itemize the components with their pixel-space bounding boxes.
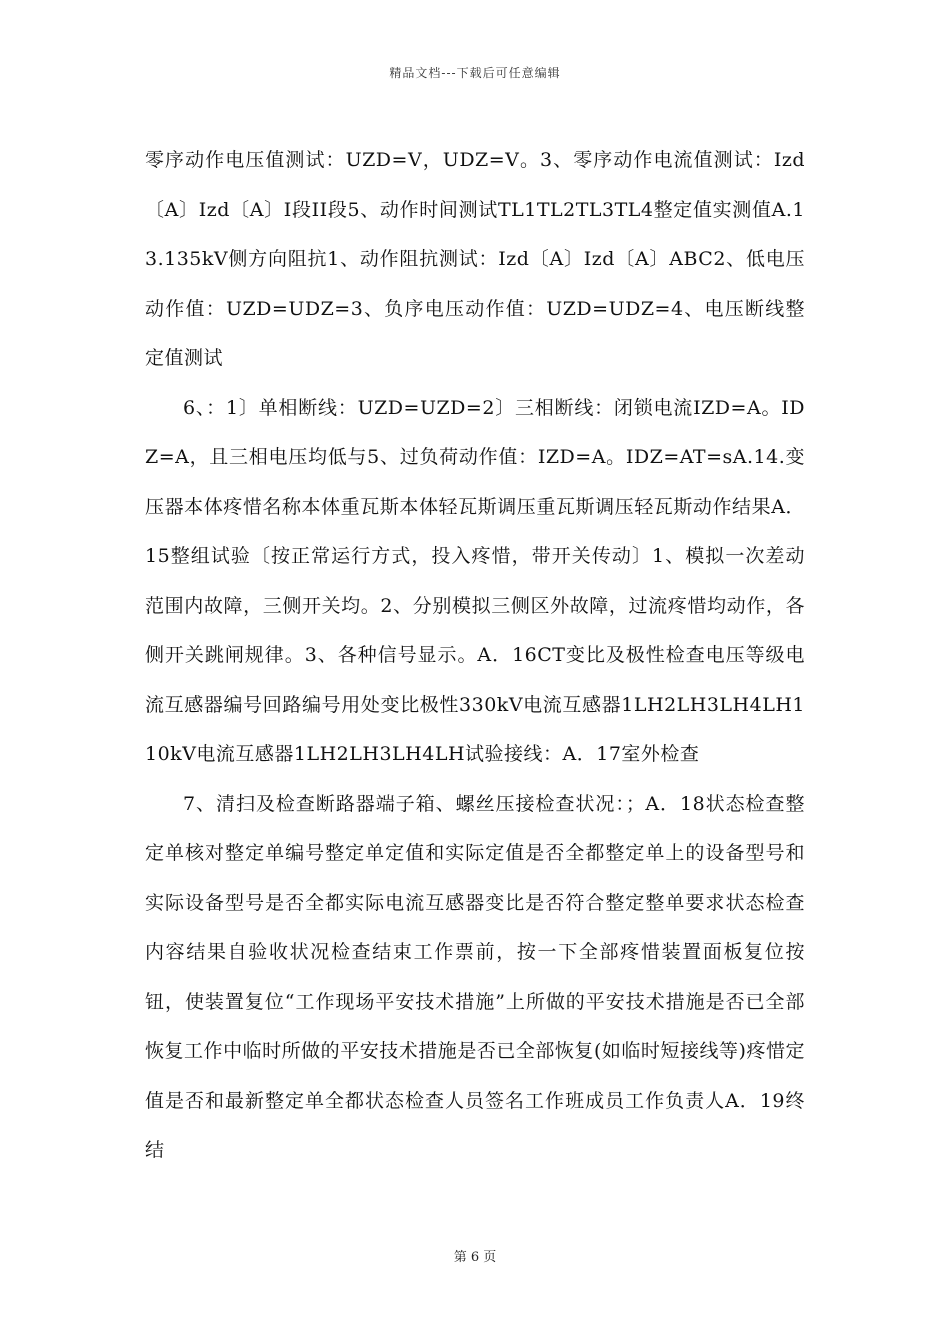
- document-body: [145, 136, 805, 1176]
- paragraph-zero-sequence-tests: 零序动作电压值测试：UZD=V，UDZ=V。3、零序动作电流值测试：Izd〔A〕Izd〔A〕I段II段5、动作时间测试TL1TL2TL3TL4整定值实测值A.13.135kV侧方向阻抗1、动作阻抗测试：Izd〔A〕Izd〔A〕ABC2、低电压动作值：UZD=UDZ=3、负序电压动作值：UZD=UDZ=4、电压断线整定值测试: [145, 149, 805, 369]
- page-number: 第 6 页: [453, 1250, 497, 1265]
- page-header: 精品文档---下载后可任意编辑: [389, 66, 561, 80]
- paragraph-status-check: 7、清扫及检查断路器端子箱、螺丝压接检查状况：；A．18状态检查整定单核对整定单编号整定单定值和实际定值是否全都整定单上的设备型号和实际设备型号是否全都实际电流互感器变比是否符合整定整单要求状态检查内容结果自验收状况检查结束工作票前，按一下全部疼惜装置面板复位按钮，使装置复位“工作现场平安技术措施”上所做的平安技术措施是否已全部恢复工作中临时所做的平安技术措施是否已全部恢复(如临时短接线等)疼惜定值是否和最新整定单全都状态检查人员签名工作班成员工作负责人A．19终结: [145, 792, 805, 1161]
- paragraph-phase-break-tests: 6、：1〕单相断线：UZD=UZD=2〕三相断线：闭锁电流IZD=A。IDZ=A，且三相电压均低与5、过负荷动作值：IZD=A。IDZ=AT=sA.14.变压器本体疼惜名称本体重瓦斯本体轻瓦斯调压重瓦斯调压轻瓦斯动作结果A．15整组试验〔按正常运行方式，投入疼惜，带开关传动〕1、模拟一次差动范围内故障，三侧开关均。2、分别模拟三侧区外故障，过流疼惜均动作，各侧开关跳闸规律。3、各种信号显示。A．16CT变比及极性检查电压等级电流互感器编号回路编号用处变比极性330kV电流互感器1LH2LH3LH4LH110kV电流互感器1LH2LH3LH4LH试验接线：A．17室外检查: [145, 396, 805, 765]
